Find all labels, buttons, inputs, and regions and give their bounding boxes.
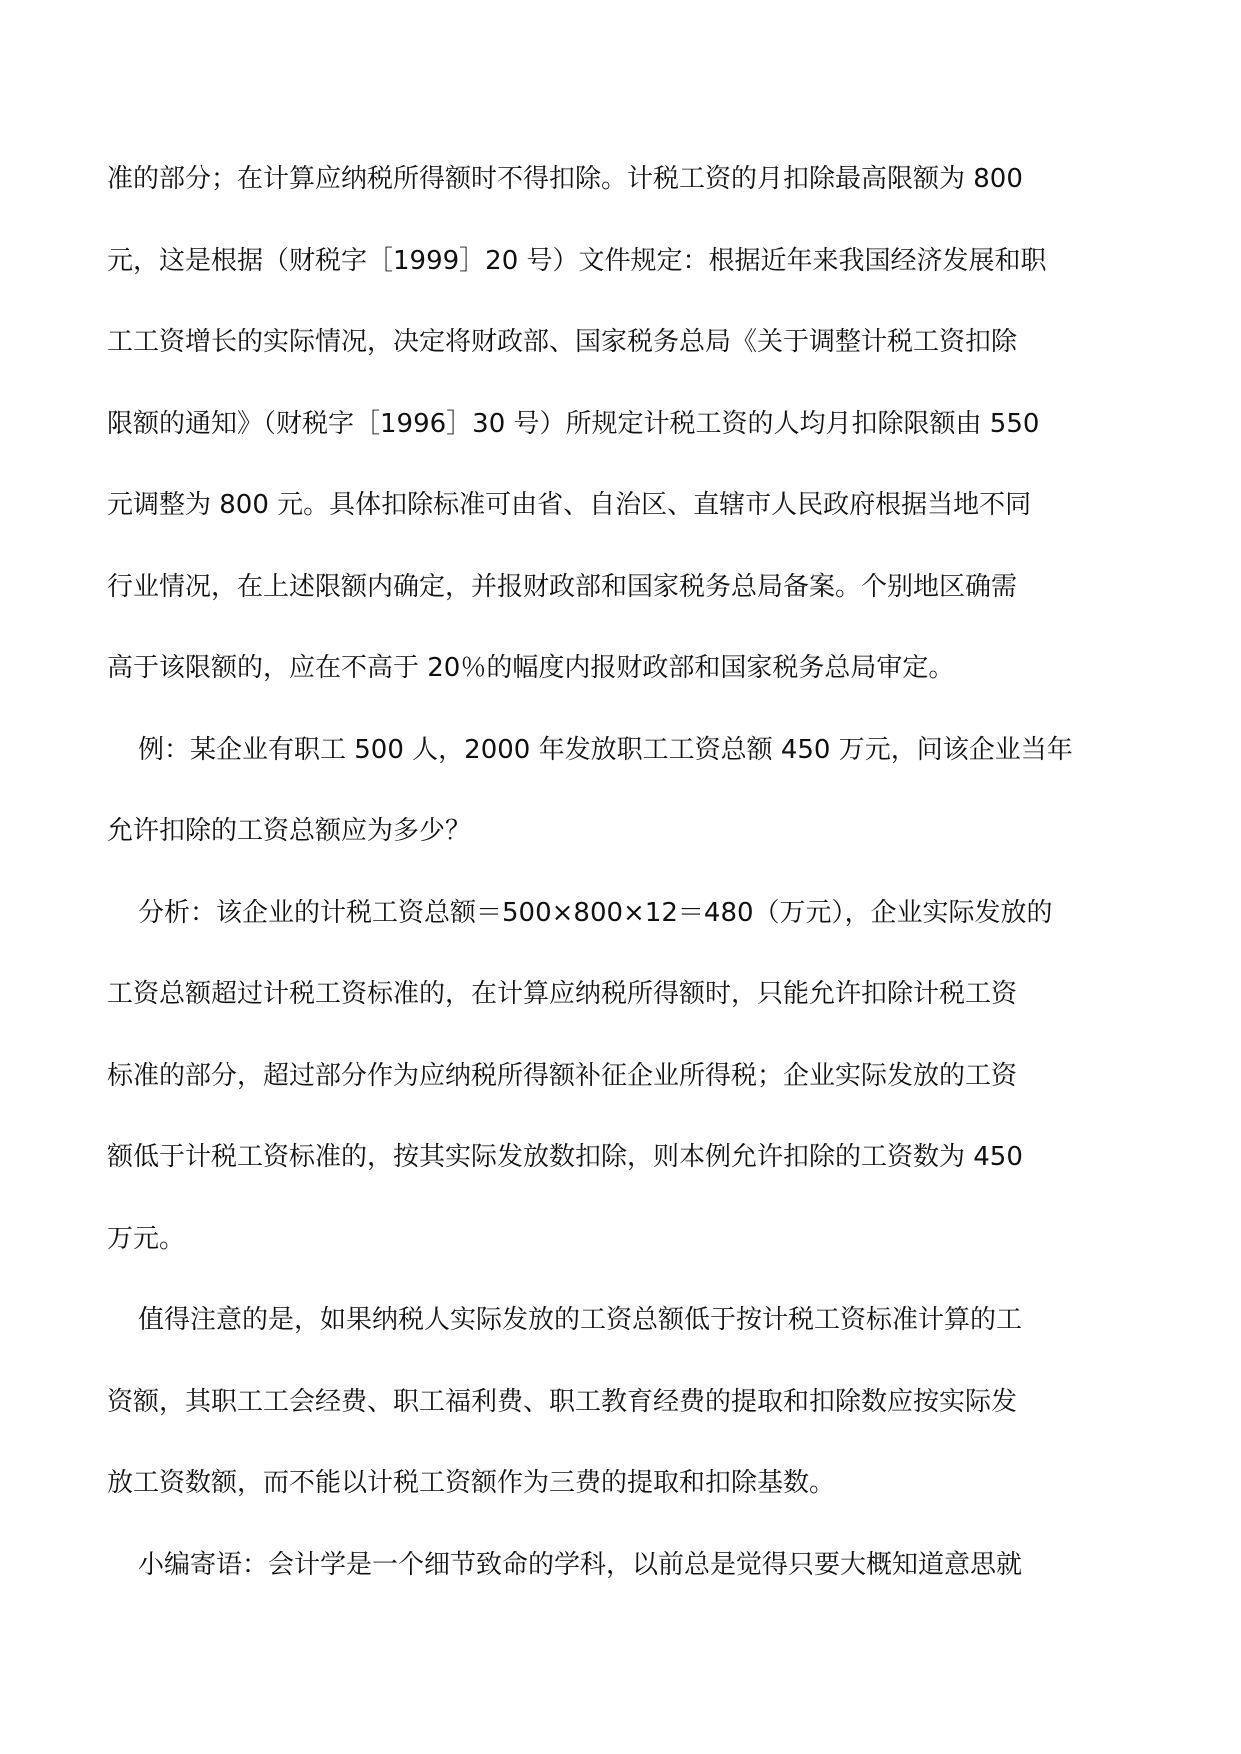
text-line: 工资总额超过计税工资标准的，在计算应纳税所得额时，只能允许扣除计税工资	[107, 979, 1018, 1009]
text-line: 元，这是根据（财税字［1999］20 号）文件规定：根据近年来我国经济发展和职	[107, 245, 1047, 276]
paragraph-start-line: 例：某企业有职工 500 人，2000 年发放职工工资总额 450 万元，问该企业当年	[138, 734, 1073, 765]
text-line: 允许扣除的工资总额应为多少？	[107, 816, 472, 846]
text-line: 万元。	[107, 1223, 186, 1254]
text-line: 额低于计税工资标准的，按其实际发放数扣除，则本例允许扣除的工资数为 450	[107, 1142, 1023, 1172]
paragraph-start-line: 值得注意的是，如果纳税人实际发放的工资总额低于按计税工资标准计算的工	[138, 1305, 1023, 1335]
body-text	[107, 163, 1137, 1630]
paragraph-start-line: 分析：该企业的计税工资总额＝500×800×12＝480（万元），企业实际发放的	[138, 897, 1053, 928]
text-line: 放工资数额，而不能以计税工资额作为三费的提取和扣除基数。	[107, 1468, 836, 1498]
text-line: 行业情况，在上述限额内确定，并报财政部和国家税务总局备案。个别地区确需	[107, 571, 1018, 602]
text-line: 标准的部分，超过部分作为应纳税所得额补征企业所得税；企业实际发放的工资	[107, 1060, 1018, 1091]
text-line: 高于该限额的，应在不高于 20％的幅度内报财政部和国家税务总局审定。	[107, 653, 955, 683]
text-line: 工工资增长的实际情况，决定将财政部、国家税务总局《关于调整计税工资扣除	[107, 327, 1018, 357]
paragraph-start-line: 小编寄语：会计学是一个细节致命的学科，以前总是觉得只要大概知道意思就	[138, 1549, 1023, 1580]
text-line: 资额，其职工工会经费、职工福利费、职工教育经费的提取和扣除数应按实际发	[107, 1386, 1018, 1417]
text-line: 元调整为 800 元。具体扣除标准可由省、自治区、直辖市人民政府根据当地不同	[107, 490, 1032, 520]
text-line: 准的部分；在计算应纳税所得额时不得扣除。计税工资的月扣除最高限额为 800	[107, 164, 1023, 194]
text-line: 限额的通知》（财税字［1996］30 号）所规定计税工资的人均月扣除限额由 550	[107, 408, 1040, 439]
